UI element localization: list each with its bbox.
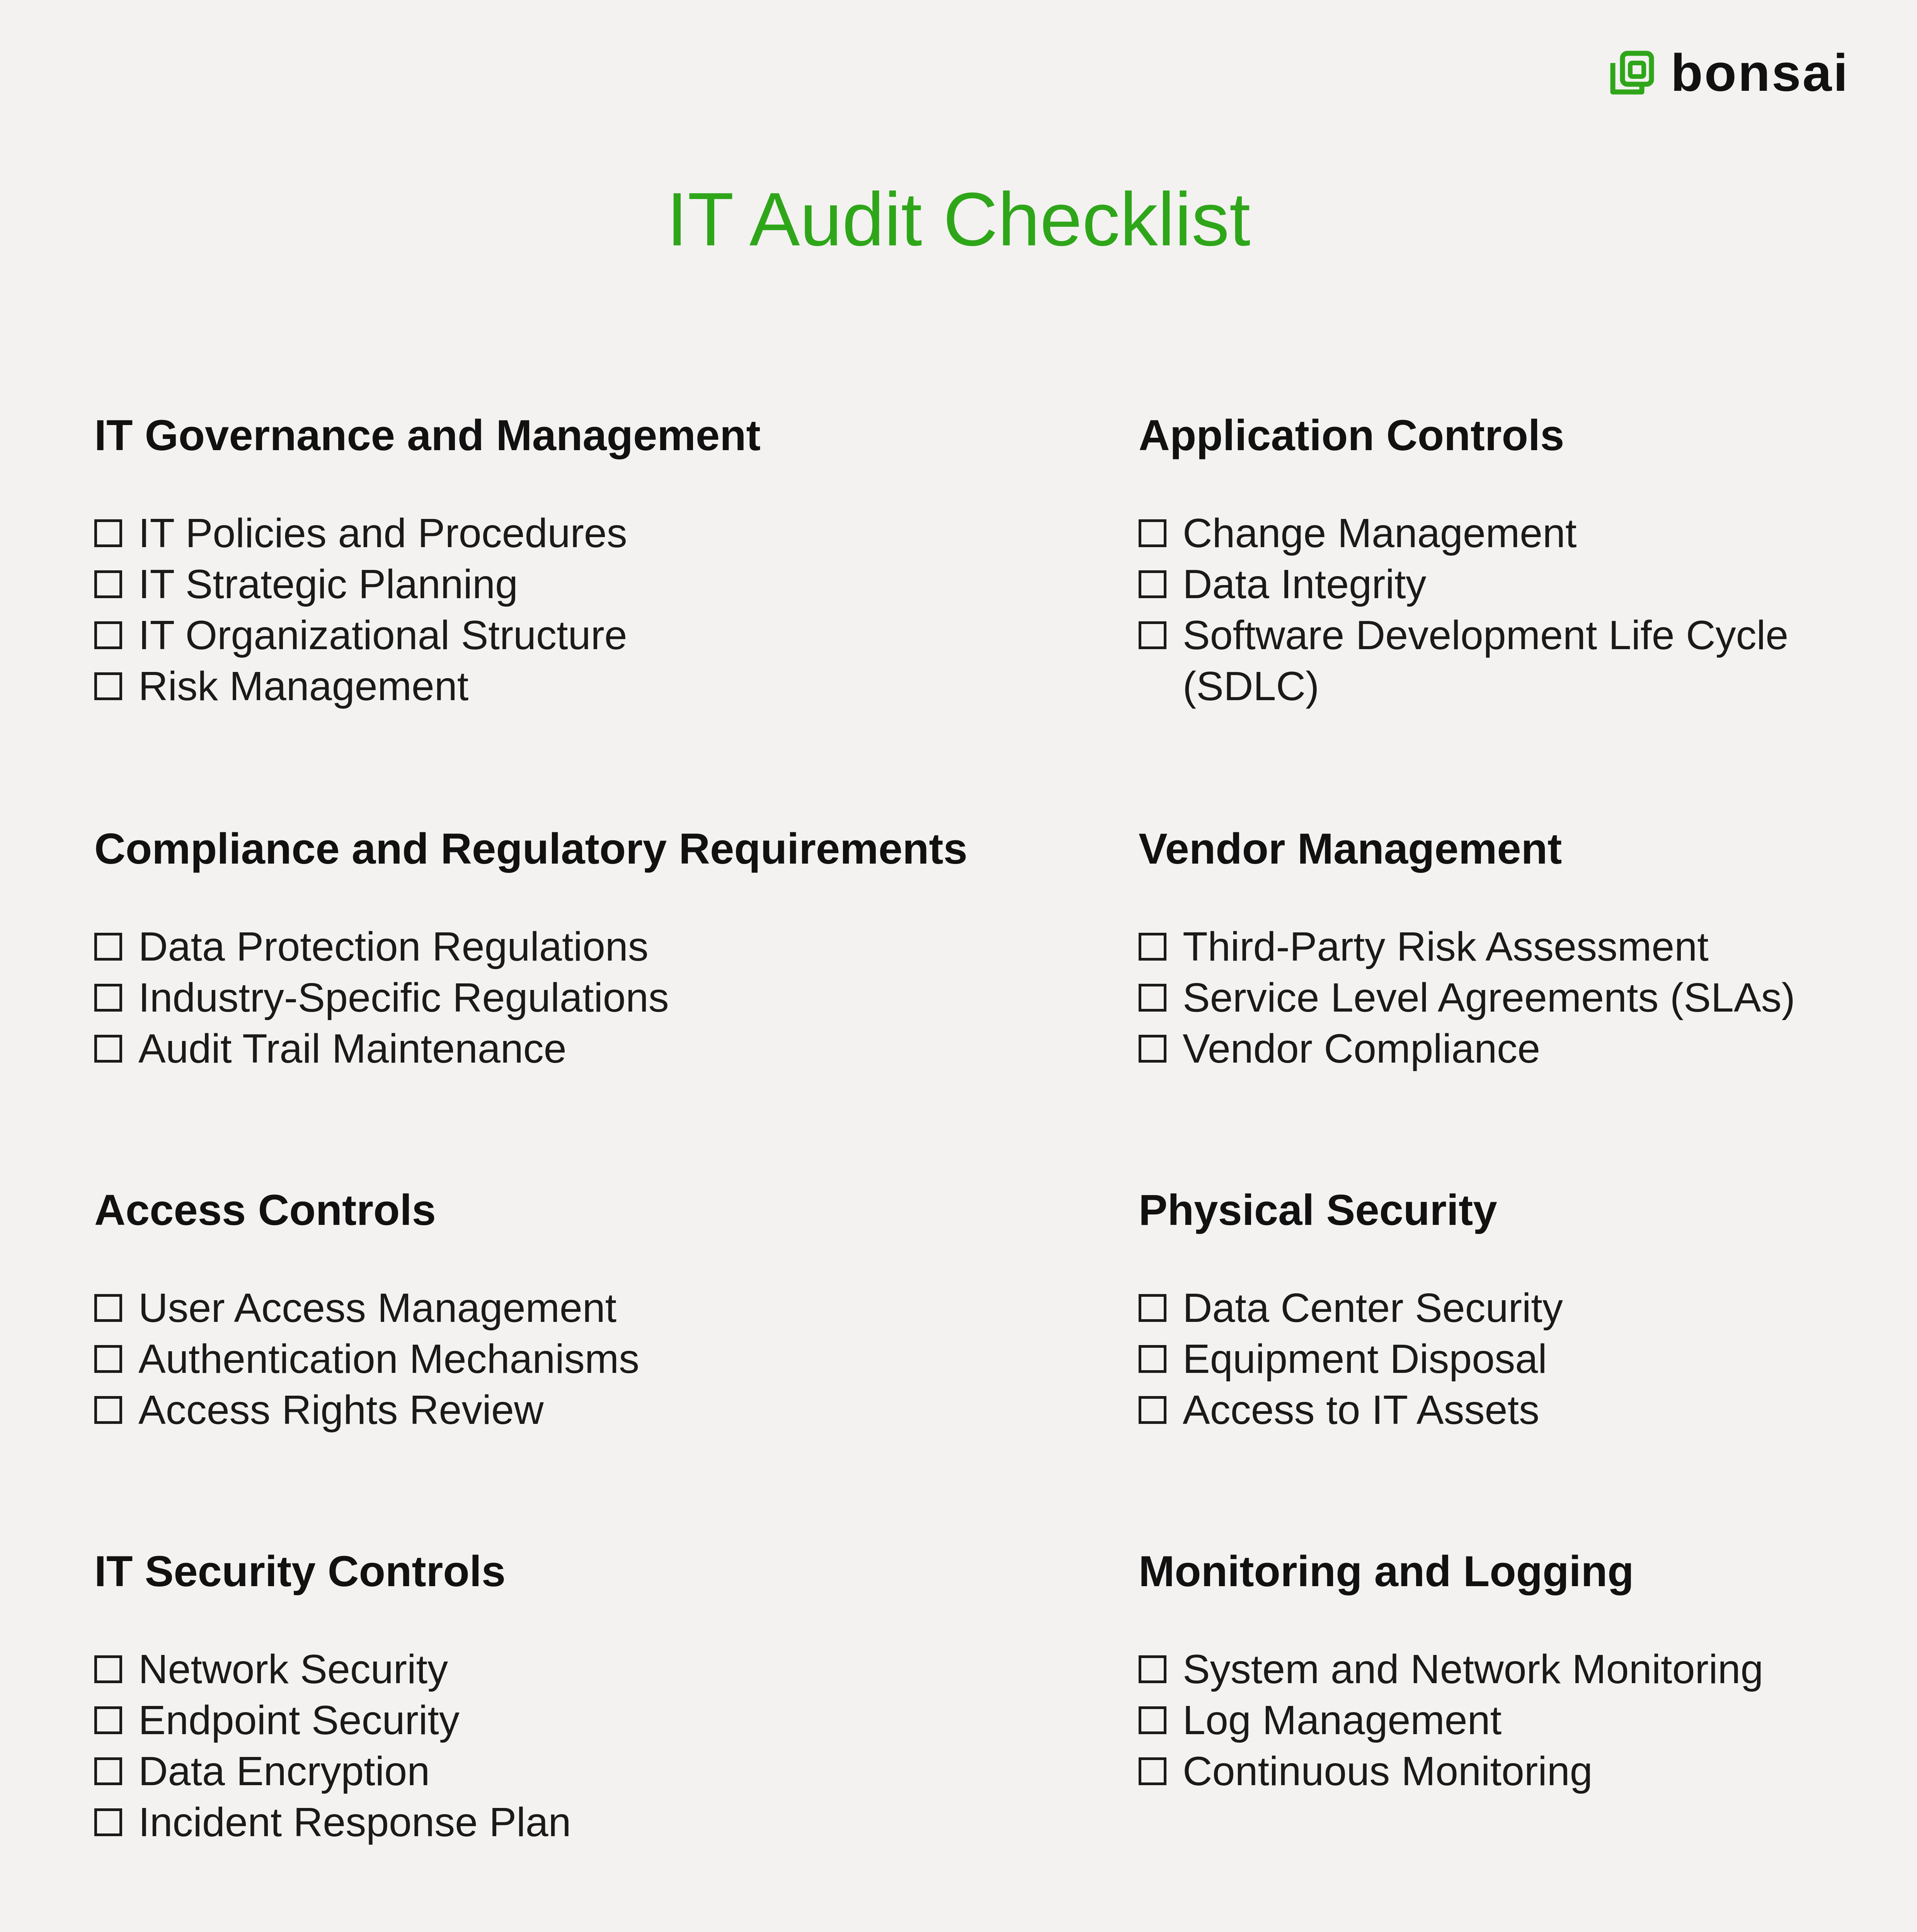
checklist-item[interactable]	[94, 1023, 1080, 1074]
checklist-item[interactable]	[94, 661, 1080, 712]
checklist-item-label: Vendor Compliance	[1183, 1026, 1541, 1072]
checklist	[1139, 921, 1873, 1074]
bonsai-logo	[1609, 43, 1849, 102]
section-compliance	[94, 823, 1080, 1074]
checkbox[interactable]	[1139, 570, 1166, 598]
checkbox[interactable]	[1139, 1757, 1166, 1785]
checklist-item-label: Incident Response Plan	[138, 1799, 571, 1845]
section-heading: Application Controls	[1139, 411, 1565, 459]
checklist-item-label: Data Protection Regulations	[138, 924, 649, 970]
checklist	[94, 1644, 1080, 1848]
checklist-item-label: Equipment Disposal	[1183, 1336, 1547, 1382]
checkbox[interactable]	[1139, 1706, 1166, 1734]
checkbox[interactable]	[94, 1294, 122, 1322]
checklist-item[interactable]	[94, 1695, 1080, 1746]
checklist-item[interactable]	[1139, 1695, 1873, 1746]
checklist-item-label: Service Level Agreements (SLAs)	[1183, 975, 1795, 1021]
checklist-item[interactable]	[1139, 559, 1873, 610]
checklist-item[interactable]	[94, 610, 1080, 661]
checklist-item-label: Log Management	[1183, 1697, 1502, 1743]
checkbox[interactable]	[1139, 984, 1166, 1012]
checkbox[interactable]	[94, 1655, 122, 1683]
checklist-item-label: Data Encryption	[138, 1748, 430, 1794]
checklist-item-label: Access to IT Assets	[1183, 1387, 1539, 1433]
checklist-item[interactable]	[94, 1333, 1080, 1384]
section-monitoring-logging	[1139, 1546, 1873, 1797]
checklist-item[interactable]	[94, 921, 1080, 972]
checklist-item-label: User Access Management	[138, 1285, 617, 1331]
checklist-item[interactable]	[94, 1282, 1080, 1333]
section-heading: IT Governance and Management	[94, 411, 761, 459]
checklist-item-label: Authentication Mechanisms	[138, 1336, 640, 1382]
checklist-item[interactable]	[94, 1644, 1080, 1695]
checklist-item[interactable]	[1139, 1644, 1873, 1695]
section-it-governance	[94, 410, 1080, 712]
checklist-item-label: Continuous Monitoring	[1183, 1748, 1593, 1794]
checklist-item-label: IT Organizational Structure	[138, 612, 627, 658]
checklist	[94, 921, 1080, 1074]
section-it-security	[94, 1546, 1080, 1848]
checklist-item-label: Endpoint Security	[138, 1697, 460, 1743]
checkbox[interactable]	[94, 933, 122, 961]
checklist-item-label: Access Rights Review	[138, 1387, 544, 1433]
section-heading: Access Controls	[94, 1186, 436, 1234]
checkbox[interactable]	[1139, 1294, 1166, 1322]
checklist-item-label: Audit Trail Maintenance	[138, 1026, 567, 1072]
checkbox[interactable]	[94, 1706, 122, 1734]
checklist	[94, 508, 1080, 712]
checkbox[interactable]	[1139, 1345, 1166, 1373]
page-title: IT Audit Checklist	[666, 177, 1251, 262]
checkbox[interactable]	[94, 1035, 122, 1063]
checkbox[interactable]	[1139, 1396, 1166, 1424]
checklist-item[interactable]	[94, 1797, 1080, 1848]
section-heading: Physical Security	[1139, 1186, 1497, 1234]
checklist-item-label: System and Network Monitoring	[1183, 1646, 1764, 1692]
checkbox[interactable]	[94, 984, 122, 1012]
checklist-item-label: IT Policies and Procedures	[138, 510, 627, 556]
checkbox[interactable]	[1139, 933, 1166, 961]
checklist-item[interactable]	[94, 1746, 1080, 1797]
checklist	[1139, 508, 1873, 712]
checklist-item[interactable]	[94, 1384, 1080, 1435]
logo-wordmark: bonsai	[1670, 43, 1849, 102]
checkbox[interactable]	[94, 570, 122, 598]
checklist-item[interactable]	[1139, 1384, 1873, 1435]
checklist-item[interactable]	[1139, 1023, 1873, 1074]
checklist-item-label: Risk Management	[138, 663, 469, 709]
checkbox[interactable]	[1139, 1035, 1166, 1063]
bonsai-logo-icon	[1609, 49, 1655, 96]
checkbox[interactable]	[1139, 1655, 1166, 1683]
section-heading: Monitoring and Logging	[1139, 1547, 1634, 1595]
checklist-item[interactable]	[1139, 1333, 1873, 1384]
section-heading: Vendor Management	[1139, 825, 1562, 873]
checklist	[94, 1282, 1080, 1435]
checklist-item-label: Change Management	[1183, 510, 1577, 556]
checkbox[interactable]	[94, 621, 122, 649]
checklist-item-label: Industry-Specific Regulations	[138, 975, 669, 1021]
checklist-item[interactable]	[1139, 508, 1873, 559]
checkbox[interactable]	[1139, 519, 1166, 547]
checklist-item[interactable]	[1139, 610, 1873, 712]
checklist-item[interactable]	[94, 559, 1080, 610]
checklist-item[interactable]	[1139, 972, 1873, 1023]
checklist-item-label: Software Development Life Cycle (SDLC)	[1183, 612, 1789, 709]
section-heading: Compliance and Regulatory Requirements	[94, 825, 968, 873]
checklist-item[interactable]	[94, 972, 1080, 1023]
checklist-item-label: Third-Party Risk Assessment	[1183, 924, 1709, 970]
checklist-item[interactable]	[1139, 1282, 1873, 1333]
checklist-item-label: Data Integrity	[1183, 561, 1427, 607]
section-application-controls	[1139, 410, 1873, 712]
checkbox[interactable]	[94, 672, 122, 700]
checklist-item[interactable]	[1139, 921, 1873, 972]
checkbox[interactable]	[94, 1757, 122, 1785]
checklist	[1139, 1282, 1873, 1435]
checkbox[interactable]	[94, 1396, 122, 1424]
checkbox[interactable]	[94, 1345, 122, 1373]
checkbox[interactable]	[94, 1808, 122, 1836]
checkbox[interactable]	[1139, 621, 1166, 649]
checklist-item-label: Network Security	[138, 1646, 448, 1692]
section-access-controls	[94, 1184, 1080, 1435]
checklist	[1139, 1644, 1873, 1797]
checklist-item-label: Data Center Security	[1183, 1285, 1563, 1331]
checklist-item[interactable]	[1139, 1746, 1873, 1797]
section-vendor-management	[1139, 823, 1873, 1074]
checkbox[interactable]	[94, 519, 122, 547]
checklist-item[interactable]	[94, 508, 1080, 559]
section-heading: IT Security Controls	[94, 1547, 506, 1595]
checklist-item-label: IT Strategic Planning	[138, 561, 518, 607]
section-physical-security	[1139, 1184, 1873, 1435]
